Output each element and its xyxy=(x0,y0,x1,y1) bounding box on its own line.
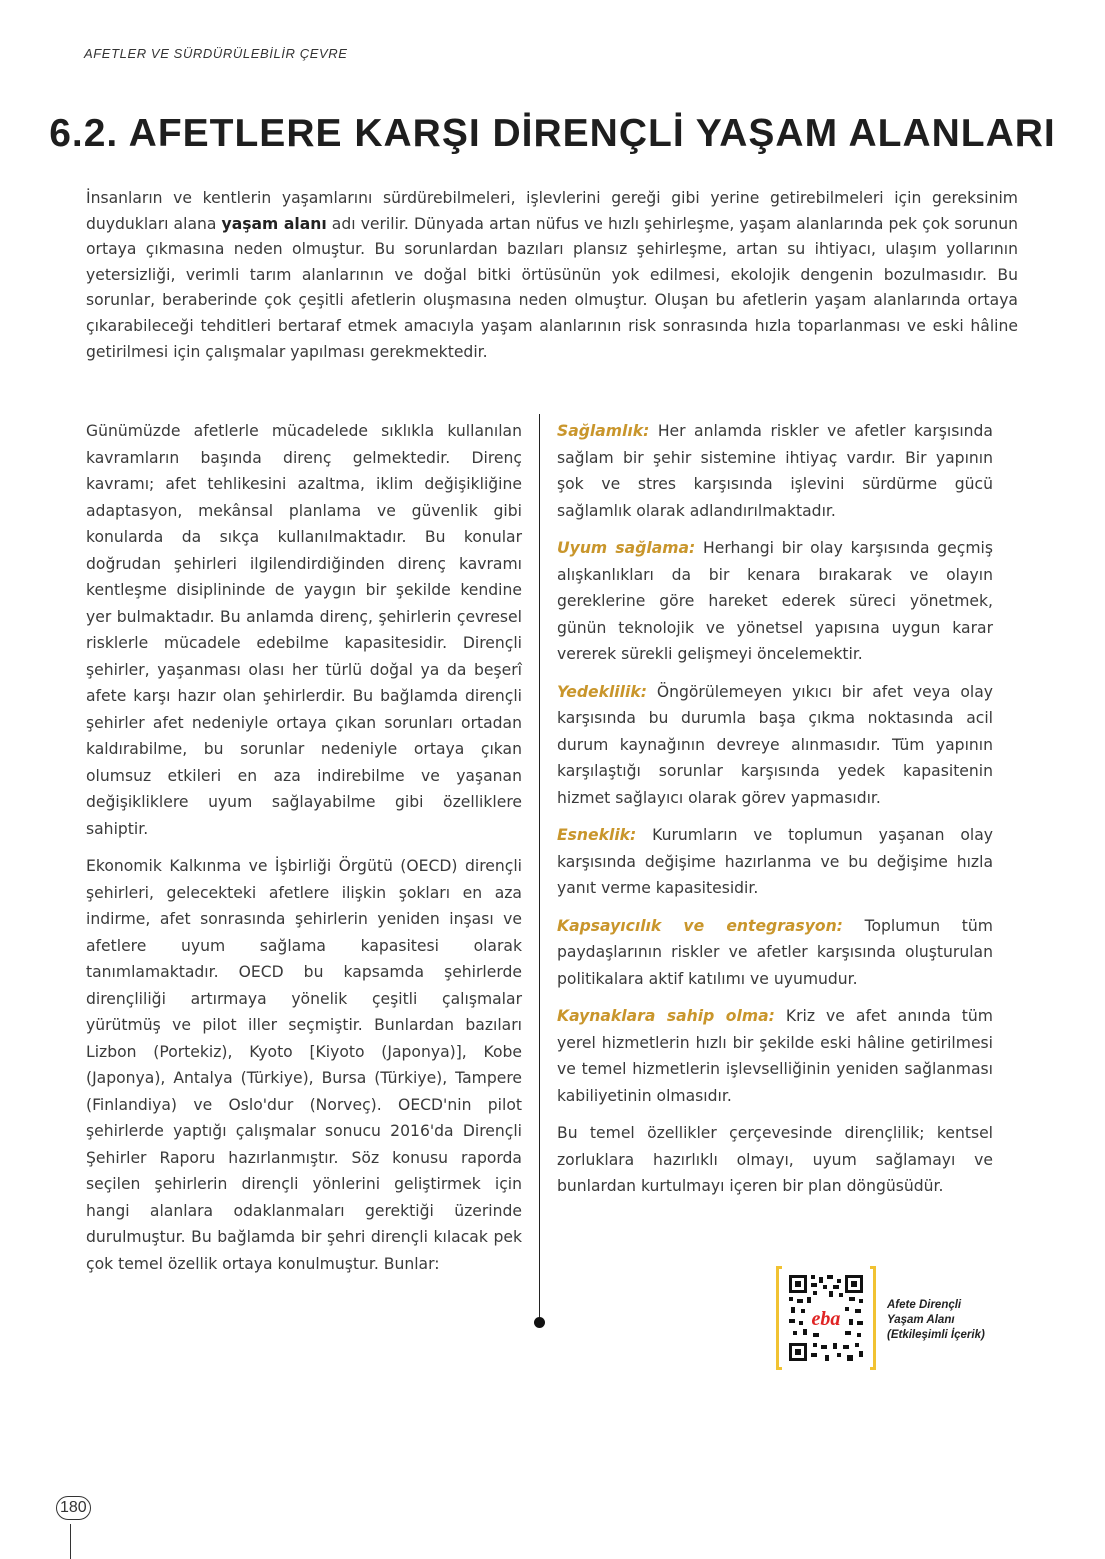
feature-text: Her anlamda riskler ve afetler karşısında sağlam bir şehir sistemine ihtiyaç vardır. Bir yapının şok ve stres karşısında işlevini sürdürme gücü sağlamlık olarak adlandırılmaktadır. xyxy=(557,422,993,520)
feature-text: Toplumun tüm paydaşlarının riskler ve afetler karşısında oluşturulan politikalara aktif katılımı ve uyumudur. xyxy=(557,916,993,988)
intro-text-part1: İnsanların ve kentlerin yaşamlarını sürdürebilmeleri, işlevlerini gereği gibi yerine getirebilmeleri için gereksinim duydukları alana xyxy=(86,189,1018,233)
intro-bold-term: yaşam alanı xyxy=(221,214,327,233)
right-column xyxy=(557,418,993,1211)
intro-paragraph xyxy=(86,186,1018,365)
feature-text: Kriz ve afet anında tüm yerel hizmetlerin hızlı bir şekilde eski hâline getirilmesi ve temel hizmetlerin işlevselliğinin yeniden sağlanması kabiliyetinin olmasıdır. xyxy=(557,1007,993,1105)
feature-term: Sağlamlık: xyxy=(557,422,650,440)
left-paragraph-2: Ekonomik Kalkınma ve İşbirliği Örgütü (OECD) dirençli şehirleri, gelecekteki afetlere ilişkin şokları en aza indirme, afet sonrasında şehirlerin yeniden inşası ve afetlere uyum sağlama kapasitesi olarak tanımlamaktadır. OECD bu kapsamda şehirlerde dirençliliği artırmaya yönelik çeşitli çalışmalar yürütmüş ve pilot iller seçmiştir. Bunlardan bazıları Lizbon (Portekiz), Kyoto [Kiyoto (Japonya)], Kobe (Japonya), Antalya (Türkiye), Bursa (Türkiye), Tampere (Finlandiya) ve Oslo'dur (Norveç). OECD'nin pilot şehirlerde yaptığı çalışmalar sonucu 2016'da Dirençli Şehirler Raporu hazırlanmıştır. Söz konusu raporda seçilen şehirlerin dirençli yönlerini geliştirmek için hangi alanlara odaklanmaları gerektiği üzerinde durulmuştur. Bu bağlamda bir şehri dirençli kılacak pek çok temel özellik ortaya konulmuştur. Bunlar: xyxy=(86,857,522,1273)
section-title: 6.2. AFETLERE KARŞI DİRENÇLİ YAŞAM ALANLARI xyxy=(49,112,1056,155)
qr-caption-line: Afete Dirençli xyxy=(887,1299,962,1311)
eba-logo-icon: eba xyxy=(811,1308,841,1330)
closing-paragraph: Bu temel özellikler çerçevesinde dirençlilik; kentsel zorluklara hazırlıklı olmayı, uyum sağlamayı ve bunlardan kurtulmayı içeren bir plan döngüsüdür. xyxy=(557,1124,993,1195)
feature-text: Herhangi bir olay karşısında geçmiş alışkanlıkları da bir kenara bırakarak ve olayın gereklerine göre hareket ederek süreci yönetmek, günün teknolojik ve yönetsel yapısına uygun karar vererek sürekli gelişmeyi öncelemektir. xyxy=(557,539,993,663)
left-paragraph-1: Günümüzde afetlerle mücadelede sıklıkla kullanılan kavramların başında direnç gelmektedir. Direnç kavramı; afet tehlikesini azaltma, iklim değişikliğine adaptasyon, mekânsal planlama ve güvenlik gibi konularda da sıkça kullanılmaktadır. Bu konular doğrudan şehirleri ilgilendirdiğinden direnç kavramı kentleşme disiplininde de yaygın bir şekilde kendine yer bulmaktadır. Bu anlamda direnç, şehirlerin çevresel risklerle mücadele edebilme kapasitesidir. Dirençli şehirler, yaşanması olası her türlü doğal ya da beşerî afete karşı hazır olan şehirlerdir. Bu bağlamda dirençli şehirler afet nedeniyle ortaya çıkan sorunları ortadan kaldırabilme, bu sorunlar nedeniyle ortaya çıkan olumsuz etkileri en aza indirebilme ve yaşanan değişikliklere uyum sağlayabilme gibi özelliklere sahiptir. xyxy=(86,422,522,838)
page-number: 180 xyxy=(56,1496,91,1520)
qr-code-link[interactable] xyxy=(776,1266,876,1370)
column-divider-dot xyxy=(534,1317,545,1328)
qr-caption-line: Yaşam Alanı xyxy=(887,1314,955,1326)
feature-item xyxy=(557,679,993,812)
feature-item xyxy=(557,535,993,668)
feature-item xyxy=(557,1003,993,1109)
qr-bracket-left xyxy=(776,1266,782,1370)
column-divider xyxy=(539,414,540,1322)
running-header: AFETLER VE SÜRDÜRÜLEBİLİR ÇEVRE xyxy=(84,46,348,61)
intro-text-part2: adı verilir. Dünyada artan nüfus ve hızlı şehirleşme, yaşam alanlarında pek çok sorunun ortaya çıkmasına neden olmuştur. Bu sorunlardan bazıları plansız şehirleşme, artan su ihtiyacı, ulaşım yollarının yetersizliği, verimli tarım alanlarının ve doğal bitki örtüsünün yok edilmesi, ekolojik dengenin bozulmasıdır. Bu sorunlar, beraberinde çok çeşitli afetlerin oluşmasına neden olmuştur. Oluşan bu afetlerin yaşam alanlarında ortaya çıkarabileceği tehditleri bertaraf etmek amacıyla yaşam alanlarının risk sonrasında hızla toparlanması ve eski hâline getirilmesi için çalışmalar yapılması gerekmektedir. xyxy=(86,214,1019,361)
feature-term: Yedeklilik: xyxy=(557,682,647,701)
qr-caption-line: (Etkileşimli İçerik) xyxy=(887,1329,985,1341)
page-number-rule xyxy=(70,1524,71,1559)
feature-text: Kurumların ve toplumun yaşanan olay karşısında değişime hazırlanma ve bu değişime hızla yanıt verme kapasitesidir. xyxy=(557,826,993,897)
feature-text: Öngörülemeyen yıkıcı bir afet veya olay karşısında bu durumla başa çıkma noktasında acil durum kaynağının devreye alınmasıdır. Tüm yapının karşılaştığı sorunlar karşısında yedek kapasitenin hizmet sağlayıcı olarak görev yapmasıdır. xyxy=(557,682,993,807)
left-column xyxy=(86,418,522,1288)
feature-term: Uyum sağlama: xyxy=(557,539,696,557)
feature-item xyxy=(557,913,993,993)
feature-term: Kaynaklara sahip olma: xyxy=(557,1007,775,1025)
feature-term: Esneklik: xyxy=(557,826,637,844)
qr-code-icon xyxy=(789,1275,863,1361)
feature-item xyxy=(557,418,993,524)
feature-term: Kapsayıcılık ve entegrasyon: xyxy=(557,916,843,935)
qr-bracket-right xyxy=(870,1266,876,1370)
feature-item xyxy=(557,822,993,902)
qr-caption xyxy=(887,1298,985,1343)
